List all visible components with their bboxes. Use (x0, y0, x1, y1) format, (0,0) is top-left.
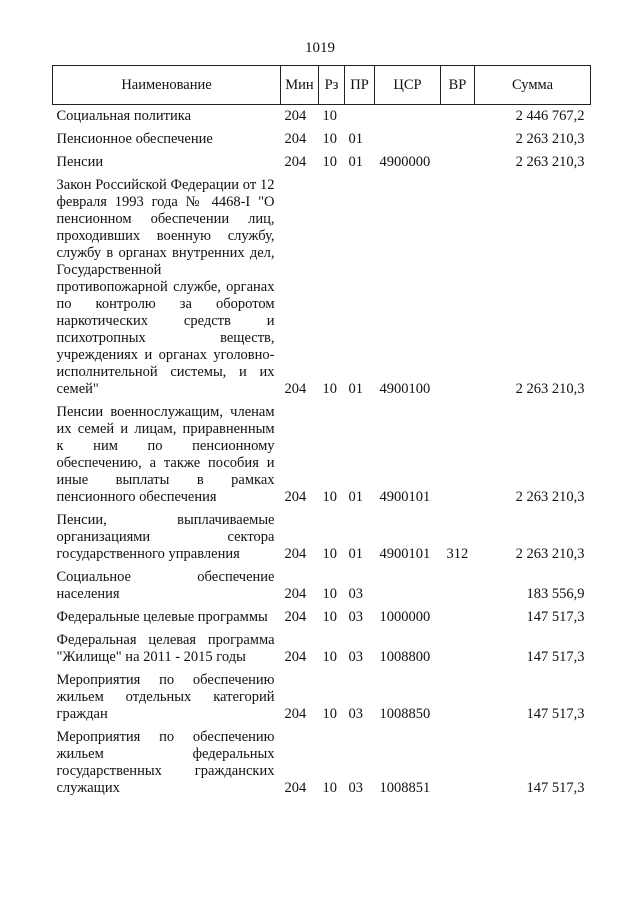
table-row (53, 398, 591, 506)
row-name: Социальная политика (56, 108, 192, 124)
row-sum: 2 263 210,3 (515, 489, 585, 505)
row-csr: 4900101 (379, 489, 431, 505)
table-row (53, 626, 591, 666)
row-min: 204 (284, 108, 307, 124)
row-min: 204 (284, 649, 307, 665)
row-sum: 2 263 210,3 (515, 381, 585, 397)
row-rz: 10 (322, 108, 337, 124)
row-name (53, 563, 281, 603)
row-name-text: Мероприятия по обеспечению жильем отдельных категорий граждан (56, 672, 275, 722)
row-pr: 03 (348, 649, 363, 665)
row-pr: 01 (348, 381, 363, 397)
row-name (53, 666, 281, 723)
row-name (53, 171, 281, 398)
row-pr: 03 (348, 586, 363, 602)
row-pr: 03 (348, 780, 363, 796)
table-row (53, 105, 591, 126)
header-name: Наименование (53, 66, 281, 105)
row-rz: 10 (322, 131, 337, 147)
row-name-text: Федеральные целевые программы (56, 609, 268, 625)
row-pr: 01 (348, 546, 363, 562)
row-csr (375, 105, 441, 126)
row-sum: 147 517,3 (526, 780, 585, 796)
row-vr (441, 666, 475, 723)
table-row (53, 171, 591, 398)
row-vr (441, 603, 475, 626)
row-pr: 01 (348, 489, 363, 505)
row-rz: 10 (322, 381, 337, 397)
header-pr: ПР (345, 66, 375, 105)
table-row (53, 125, 591, 148)
table-header (53, 66, 591, 105)
row-sum: 2 263 210,3 (515, 154, 585, 170)
header-vr: ВР (441, 66, 475, 105)
row-rz: 10 (322, 649, 337, 665)
row-vr (441, 626, 475, 666)
table-row (53, 666, 591, 723)
row-min: 204 (284, 780, 307, 796)
row-vr (441, 125, 475, 148)
row-vr (441, 148, 475, 171)
row-csr (375, 125, 441, 148)
table-row (53, 506, 591, 563)
row-name: Пенсионное обеспечение (56, 131, 213, 147)
row-sum: 147 517,3 (526, 706, 585, 722)
header-rz: Рз (319, 66, 345, 105)
row-name-text: Мероприятия по обеспечению жильем федеральных государственных гражданских служащих (56, 729, 275, 796)
row-name-text: Пенсии военнослужащим, членам их семей и лицам, приравненным к ним по пенсионному обеспечению, а также пособия и иные выплаты в рамках пенсионного обеспечения (56, 404, 275, 505)
row-min: 204 (284, 381, 307, 397)
row-name (53, 506, 281, 563)
row-name: Пенсии (56, 154, 104, 170)
row-name (53, 626, 281, 666)
row-csr: 1008800 (379, 649, 431, 665)
row-sum: 2 446 767,2 (515, 108, 585, 124)
row-name (53, 398, 281, 506)
table-row (53, 563, 591, 603)
row-min: 204 (284, 489, 307, 505)
row-pr: 01 (348, 131, 363, 147)
row-csr: 1008850 (379, 706, 431, 722)
budget-table (52, 65, 591, 797)
row-vr: 312 (446, 546, 469, 562)
header-csr: ЦСР (375, 66, 441, 105)
row-rz: 10 (322, 609, 337, 625)
row-min: 204 (284, 131, 307, 147)
row-name-text: Социальное обеспечение населения (56, 569, 275, 602)
row-rz: 10 (322, 586, 337, 602)
row-vr (441, 105, 475, 126)
row-rz: 10 (322, 706, 337, 722)
row-pr: 03 (348, 609, 363, 625)
row-csr: 4900100 (379, 381, 431, 397)
row-min: 204 (284, 546, 307, 562)
row-pr: 03 (348, 706, 363, 722)
table-row (53, 723, 591, 797)
row-vr (441, 171, 475, 398)
row-name-text: Федеральная целевая программа "Жилище" на 2011 - 2015 годы (56, 632, 275, 665)
row-min: 204 (284, 586, 307, 602)
row-pr: 01 (348, 154, 363, 170)
row-rz: 10 (322, 546, 337, 562)
table-row (53, 603, 591, 626)
row-sum: 2 263 210,3 (515, 131, 585, 147)
row-name-text: Закон Российской Федерации от 12 февраля 1993 года № 4468-I "О пенсионном обеспечении лиц, проходивших военную службу, службу в органах внутренних дел, Государственной противопожарной службе, органах по контролю за оборотом наркотических средств и психотропных веществ, учреждениях и органах уголовно-исполнительной системы, и их семей" (56, 177, 275, 397)
row-rz: 10 (322, 154, 337, 170)
row-csr (375, 563, 441, 603)
row-rz: 10 (322, 780, 337, 796)
table-row (53, 148, 591, 171)
row-csr: 4900101 (379, 546, 431, 562)
row-min: 204 (284, 154, 307, 170)
row-min: 204 (284, 706, 307, 722)
row-sum: 147 517,3 (526, 609, 585, 625)
row-pr (345, 105, 375, 126)
row-name-text: Пенсии, выплачиваемые организациями сектора государственного управления (56, 512, 275, 562)
row-csr: 4900000 (379, 154, 431, 170)
row-sum: 183 556,9 (526, 586, 585, 602)
row-vr (441, 723, 475, 797)
row-vr (441, 398, 475, 506)
row-vr (441, 563, 475, 603)
row-sum: 2 263 210,3 (515, 546, 585, 562)
row-csr: 1008851 (379, 780, 431, 796)
header-sum: Сумма (475, 66, 591, 105)
page-number: 1019 (305, 40, 335, 56)
header-min: Мин (281, 66, 319, 105)
row-name (53, 603, 281, 626)
row-rz: 10 (322, 489, 337, 505)
row-min: 204 (284, 609, 307, 625)
row-csr: 1000000 (379, 609, 431, 625)
row-sum: 147 517,3 (526, 649, 585, 665)
row-name (53, 723, 281, 797)
